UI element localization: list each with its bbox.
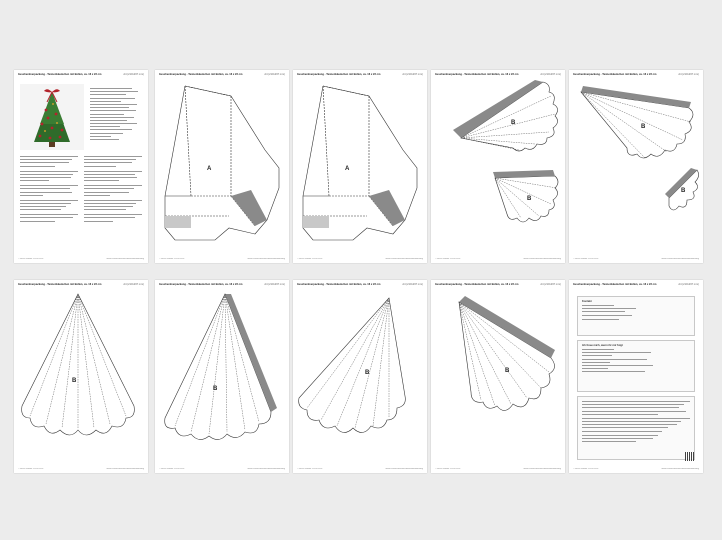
page-header-title: Geschenkverpackung - Tannenbäumchen mit Bollen, ca. 16 x 22 cm: [573, 73, 657, 76]
social-title: Ich freue mich, wenn ihr mir folgt: [582, 344, 623, 347]
copyright-notice-box: [577, 396, 695, 460]
page-size: A4 (210x297 mm): [678, 283, 699, 286]
footer-url: www.schachtelsalat.de/bastelanleitung: [523, 468, 561, 470]
footer-url: www.schachtelsalat.de/bastelanleitung: [106, 468, 144, 470]
template-page-b: [155, 280, 289, 473]
page-size: A4 (210x297 mm): [123, 283, 144, 286]
page-header-title: Geschenkverpackung - Tannenbäumchen mit Bollen, ca. 16 x 22 cm: [573, 283, 657, 286]
template-label-a: A: [207, 166, 212, 172]
page-header: [18, 283, 144, 286]
page-size: A4 (210x297 mm): [402, 283, 423, 286]
page-footer: [573, 258, 699, 260]
contact-page: [569, 280, 703, 473]
page-footer: [297, 258, 423, 260]
template-label-b: B: [681, 188, 686, 194]
template-label-b: B: [213, 386, 218, 392]
page-footer: [435, 258, 561, 260]
footer-url: www.schachtelsalat.de/bastelanleitung: [385, 258, 423, 260]
page-size: A4 (210x297 mm): [264, 73, 285, 76]
materials-list: [90, 88, 142, 142]
footer-copyright: © Ernst Wetter 2019-2024: [297, 468, 323, 470]
page-header-title: Geschenkverpackung - Tannenbäumchen mit Bollen, ca. 16 x 22 cm: [18, 283, 102, 286]
page-footer: [573, 468, 699, 470]
cutting-template-a: [293, 78, 427, 256]
template-page-a: [155, 70, 289, 263]
page-footer: [18, 468, 144, 470]
footer-copyright: © Ernst Wetter 2019-2024: [573, 258, 599, 260]
footer-copyright: © Ernst Wetter 2019-2024: [297, 258, 323, 260]
footer-copyright: © Ernst Wetter 2019-2024: [573, 468, 599, 470]
qr-code: [685, 452, 694, 461]
footer-url: www.schachtelsalat.de/bastelanleitung: [247, 468, 285, 470]
footer-url: www.schachtelsalat.de/bastelanleitung: [661, 468, 699, 470]
page-header: [573, 283, 699, 286]
cutting-template-b: [155, 288, 289, 466]
page-footer: [159, 258, 285, 260]
page-header-title: Geschenkverpackung - Tannenbäumchen mit Bollen, ca. 16 x 22 cm: [18, 73, 102, 76]
footer-copyright: © Ernst Wetter 2019-2024: [18, 468, 44, 470]
page-size: A4 (210x297 mm): [540, 283, 561, 286]
template-page-b: [14, 280, 148, 473]
cutting-template-b-fans: [431, 78, 565, 256]
footer-copyright: © Ernst Wetter 2019-2024: [435, 468, 461, 470]
page-header-title: Geschenkverpackung - Tannenbäumchen mit Bollen, ca. 16 x 22 cm: [435, 73, 519, 76]
copyright-notice: [582, 401, 690, 442]
social-box: [577, 340, 695, 392]
footer-url: www.schachtelsalat.de/bastelanleitung: [247, 258, 285, 260]
page-footer: [297, 468, 423, 470]
template-label-b: B: [511, 120, 516, 126]
template-page-b: [431, 280, 565, 473]
page-header-title: Geschenkverpackung - Tannenbäumchen mit Bollen, ca. 16 x 22 cm: [159, 283, 243, 286]
instruction-page: [14, 70, 148, 263]
template-page-b-fans: [569, 70, 703, 263]
footer-copyright: © Ernst Wetter 2019-2024: [18, 258, 44, 260]
page-header-title: Geschenkverpackung - Tannenbäumchen mit Bollen, ca. 16 x 22 cm: [159, 73, 243, 76]
contact-box: [577, 296, 695, 336]
page-size: A4 (210x297 mm): [123, 73, 144, 76]
footer-url: www.schachtelsalat.de/bastelanleitung: [106, 258, 144, 260]
page-footer: [18, 258, 144, 260]
page-header-title: Geschenkverpackung - Tannenbäumchen mit Bollen, ca. 16 x 22 cm: [297, 283, 381, 286]
footer-copyright: © Ernst Wetter 2019-2024: [159, 258, 185, 260]
cutting-template-b: [293, 288, 427, 466]
page-header: [159, 73, 285, 76]
cutting-template-b: [431, 288, 565, 466]
page-size: A4 (210x297 mm): [678, 73, 699, 76]
page-header: [297, 73, 423, 76]
page-header-title: Geschenkverpackung - Tannenbäumchen mit Bollen, ca. 16 x 22 cm: [435, 283, 519, 286]
cutting-template-b: [14, 288, 148, 466]
footer-url: www.schachtelsalat.de/bastelanleitung: [661, 258, 699, 260]
template-page-b-fans: [431, 70, 565, 263]
page-header: [159, 283, 285, 286]
page-header: [573, 73, 699, 76]
tree-photo: [20, 84, 84, 150]
template-page-b: [293, 280, 427, 473]
page-header: [297, 283, 423, 286]
page-size: A4 (210x297 mm): [402, 73, 423, 76]
footer-url: www.schachtelsalat.de/bastelanleitung: [385, 468, 423, 470]
page-header: [435, 73, 561, 76]
page-footer: [159, 468, 285, 470]
page-header: [435, 283, 561, 286]
cutting-template-a: [155, 78, 289, 256]
contact-title: Kontakt: [582, 300, 592, 303]
cutting-template-b-fans: [569, 78, 703, 256]
template-label-b: B: [527, 196, 532, 202]
page-header-title: Geschenkverpackung - Tannenbäumchen mit Bollen, ca. 16 x 22 cm: [297, 73, 381, 76]
template-label-b: B: [505, 368, 510, 374]
instructions-col-right: [84, 156, 142, 224]
footer-copyright: © Ernst Wetter 2019-2024: [435, 258, 461, 260]
social-links: [582, 349, 690, 372]
template-page-a: [293, 70, 427, 263]
footer-url: www.schachtelsalat.de/bastelanleitung: [523, 258, 561, 260]
instructions-col-left: [20, 156, 78, 224]
template-label-b: B: [72, 378, 77, 384]
page-footer: [435, 468, 561, 470]
page-size: A4 (210x297 mm): [540, 73, 561, 76]
page-header: [18, 73, 144, 76]
footer-copyright: © Ernst Wetter 2019-2024: [159, 468, 185, 470]
template-label-b: B: [641, 124, 646, 130]
template-label-a: A: [345, 166, 350, 172]
template-label-b: B: [365, 370, 370, 376]
page-size: A4 (210x297 mm): [264, 283, 285, 286]
contact-address: [582, 305, 690, 320]
